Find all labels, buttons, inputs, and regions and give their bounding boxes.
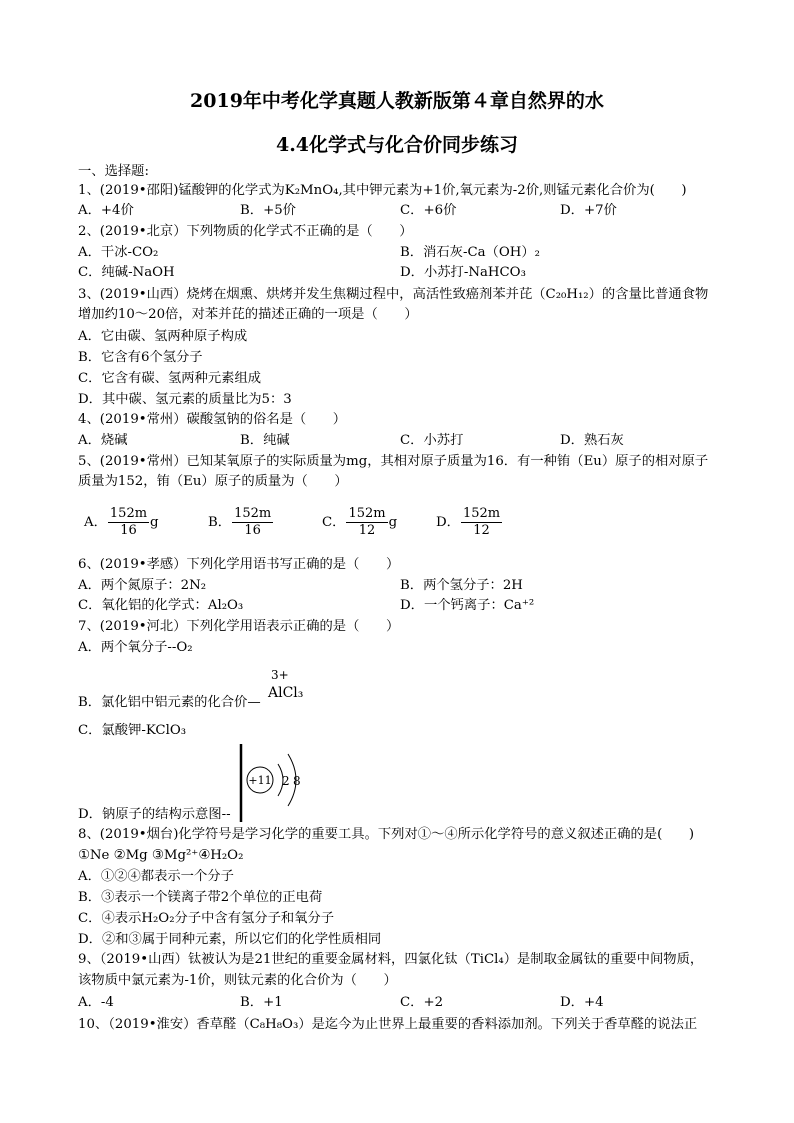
fraction-denominator: 16 [120, 523, 137, 538]
question-2-option-b: B．消石灰-Ca（OH）₂ [400, 245, 540, 260]
question-8-option-b: B．③表示一个镁离子带2个单位的正电荷 [78, 890, 323, 905]
fraction-numerator: 152m [234, 506, 272, 521]
question-8-option-d: D．②和③属于同种元素，所以它们的化学性质相同 [78, 932, 382, 947]
option-label: C． [322, 515, 346, 530]
question-4-option-d: D．熟石灰 [560, 433, 624, 448]
fraction [108, 506, 149, 539]
question-6-option-d: D．一个钙离子：Ca⁺² [400, 598, 535, 613]
nucleus-charge: +11 [248, 774, 272, 787]
fraction-denominator: 12 [358, 523, 376, 538]
question-9-option-b: B．+1 [240, 995, 283, 1010]
question-10-stem: 10、（2019•淮安）香草醛（C₈H₈O₃）是迄今为止世界上最重要的香料添加剂。下列关于香草醛的说法正 [78, 1017, 698, 1032]
question-1-option-c: C．+6价 [400, 203, 457, 218]
question-6-option-b: B．两个氢分子：2H [400, 578, 523, 593]
question-4-option-a: A．烧碱 [78, 433, 128, 448]
question-5-option-c [322, 506, 397, 539]
question-1-option-a: A．+4价 [78, 203, 134, 218]
question-9-option-a: A．-4 [78, 995, 114, 1010]
question-3-option-b: B．它含有6个氢分子 [78, 350, 203, 365]
question-7-option-c: C．氯酸钾-KClO₃ [78, 723, 187, 738]
question-8-stem: 8、(2019•烟台)化学符号是学习化学的重要工具。下列对①～④所示化学符号的意义叙述正确的是( ) [78, 827, 695, 842]
unit: g [150, 515, 159, 530]
fraction-numerator: 152m [348, 506, 386, 521]
question-4-stem: 4、(2019•常州）碳酸氢钠的俗名是（ ） [78, 412, 347, 427]
shell-1-electrons: 2 [282, 774, 290, 788]
question-1-option-d: D．+7价 [560, 203, 617, 218]
fraction-denominator: 12 [473, 523, 490, 538]
question-8-option-c: C．④表示H₂O₂分子中含有氢分子和氧分子 [78, 911, 335, 926]
question-2-option-d: D．小苏打-NaHCO₃ [400, 265, 526, 280]
question-9-option-d: D．+4 [560, 995, 604, 1010]
question-9-stem-line2: 该物质中氯元素为-1价，则钛元素的化合价为（ ） [78, 973, 397, 988]
option-label: A． [84, 515, 107, 530]
fraction [346, 506, 387, 539]
section-heading: 一、选择题: [78, 164, 149, 179]
question-3-option-d: D．其中碳、氢元素的质量比为5：3 [78, 392, 292, 407]
question-5-stem-line2: 质量为152，铕（Eu）原子的质量为（ ） [78, 474, 348, 489]
sodium-atom-diagram [236, 744, 326, 822]
shell-2-electrons: 8 [293, 774, 301, 788]
question-7-option-a: A．两个氧分子--O₂ [78, 640, 193, 655]
question-5-option-a [84, 506, 159, 539]
question-2-option-a: A．干冰-CO₂ [78, 245, 159, 260]
fraction-denominator: 16 [244, 523, 261, 538]
question-9-stem-line1: 9、（2019•山西）钛被认为是21世纪的重要金属材料，四氯化钛（TiCl₄）是制取金属钛的重要中间物质， [78, 952, 704, 967]
question-3-stem-line2: 增加约10～20倍，对苯并芘的描述正确的一项是（ ） [78, 307, 418, 322]
question-1-option-b: B．+5价 [240, 203, 296, 218]
question-3-option-c: C．它含有碳、氢两种元素组成 [78, 371, 262, 386]
option-label: D． [436, 515, 460, 530]
option-label: B． [208, 515, 232, 530]
question-4-option-b: B．纯碱 [240, 433, 290, 448]
question-2-option-c: C．纯碱-NaOH [78, 265, 175, 280]
question-2-stem: 2、(2019•北京）下列物质的化学式不正确的是（ ） [78, 224, 413, 239]
page-title: 2019年中考化学真题人教新版第４章自然界的水 [190, 90, 604, 112]
fraction-numerator: 152m [462, 506, 501, 521]
question-7-stem: 7、(2019•河北）下列化学用语表示正确的是（ ） [78, 619, 400, 634]
question-4-option-c: C．小苏打 [400, 433, 464, 448]
question-3-option-a: A．它由碳、氢两种原子构成 [78, 329, 248, 344]
fraction [461, 506, 502, 539]
valence-superscript: 3+ [271, 668, 289, 682]
question-8-option-a: A．①②④都表示一个分子 [78, 869, 234, 884]
unit: g [388, 515, 398, 530]
question-5-option-b [208, 506, 274, 539]
question-7-option-b: B．氯化铝中铝元素的化合价— [78, 695, 261, 710]
aluminum-chloride-formula: AlCl₃ [268, 685, 304, 701]
question-9-option-c: C．+2 [400, 995, 444, 1010]
question-5-option-d [436, 506, 503, 539]
fraction [232, 506, 273, 539]
question-3-stem-line1: 3、(2019•山西）烧烤在烟熏、烘烤并发生焦糊过程中，高活性致癌剂苯并芘（C₂₀H₁₂）的含量比普通食物 [78, 287, 709, 302]
question-7-option-d: D．钠原子的结构示意图-- [78, 807, 231, 822]
page-subtitle: 4.4化学式与化合价同步练习 [275, 134, 519, 156]
question-6-stem: 6、(2019•孝感）下列化学用语书写正确的是（ ） [78, 557, 400, 572]
question-8-symbols: ①Ne ②Mg ③Mg²⁺④H₂O₂ [78, 848, 244, 863]
fraction-numerator: 152m [109, 506, 148, 521]
question-5-stem-line1: 5、(2019•常州）已知某氧原子的实际质量为mg，其相对原子质量为16．有一种铕（Eu）原子的相对原子 [78, 454, 709, 469]
question-6-option-a: A．两个氮原子：2N₂ [78, 578, 207, 593]
question-6-option-c: C．氧化铝的化学式：Al₂O₃ [78, 598, 244, 613]
question-1-stem: 1、(2019•邵阳)锰酸钾的化学式为K₂MnO₄,其中钾元素为+1价,氧元素为-2价,则锰元素化合价为( ) [78, 183, 687, 198]
